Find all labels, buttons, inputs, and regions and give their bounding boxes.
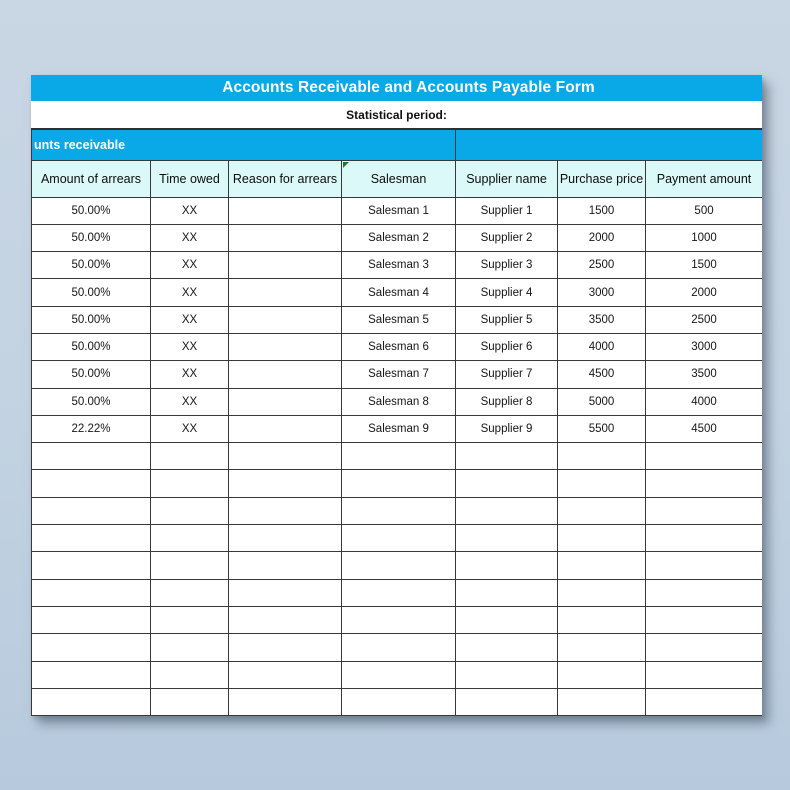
cell-time[interactable]: XX	[151, 333, 229, 360]
empty-cell-amount[interactable]	[32, 661, 151, 688]
cell-reason[interactable]	[229, 333, 342, 360]
cell-purchase[interactable]: 2500	[558, 252, 646, 279]
cell-payment[interactable]: 3000	[646, 333, 762, 360]
empty-table-row	[32, 552, 763, 579]
empty-cell-amount[interactable]	[32, 470, 151, 497]
empty-cell-supplier[interactable]	[456, 634, 558, 661]
cell-supplier[interactable]: Supplier 8	[456, 388, 558, 415]
cell-salesman[interactable]: Salesman 7	[342, 361, 456, 388]
cell-payment[interactable]: 1000	[646, 224, 762, 251]
empty-cell-reason[interactable]	[229, 443, 342, 470]
cell-purchase[interactable]: 4000	[558, 333, 646, 360]
cell-purchase[interactable]: 5000	[558, 388, 646, 415]
statistical-period-label: Statistical period:	[346, 107, 447, 122]
empty-cell-supplier[interactable]	[456, 525, 558, 552]
empty-table-row	[32, 579, 763, 606]
empty-cell-amount[interactable]	[32, 443, 151, 470]
cell-time[interactable]: XX	[151, 388, 229, 415]
cell-salesman[interactable]: Salesman 1	[342, 197, 456, 224]
empty-cell-amount[interactable]	[32, 579, 151, 606]
empty-cell-purchase[interactable]	[558, 470, 646, 497]
table-row	[32, 279, 763, 306]
empty-cell-reason[interactable]	[229, 497, 342, 524]
cell-supplier[interactable]: Supplier 9	[456, 415, 558, 442]
cell-amount[interactable]: 50.00%	[32, 197, 151, 224]
empty-cell-purchase[interactable]	[558, 661, 646, 688]
cell-reason[interactable]	[229, 388, 342, 415]
cell-reason[interactable]	[229, 415, 342, 442]
table-row	[32, 224, 763, 251]
empty-cell-payment[interactable]	[646, 579, 762, 606]
empty-cell-salesman[interactable]	[342, 661, 456, 688]
cell-supplier[interactable]: Supplier 6	[456, 333, 558, 360]
cell-time[interactable]: XX	[151, 415, 229, 442]
empty-cell-amount[interactable]	[32, 552, 151, 579]
cell-salesman[interactable]: Salesman 6	[342, 333, 456, 360]
empty-cell-salesman[interactable]	[342, 579, 456, 606]
cell-supplier[interactable]: Supplier 3	[456, 252, 558, 279]
cell-time[interactable]: XX	[151, 306, 229, 333]
statistical-period-row[interactable]	[31, 101, 762, 130]
cell-payment[interactable]: 2000	[646, 279, 762, 306]
table-row	[32, 415, 763, 442]
cell-reason[interactable]	[229, 279, 342, 306]
empty-cell-payment[interactable]	[646, 661, 762, 688]
cell-time[interactable]: XX	[151, 361, 229, 388]
empty-table-row	[32, 606, 763, 633]
cell-reason[interactable]	[229, 252, 342, 279]
empty-cell-supplier[interactable]	[456, 661, 558, 688]
cell-purchase[interactable]: 1500	[558, 197, 646, 224]
empty-cell-time[interactable]	[151, 552, 229, 579]
table-row	[32, 306, 763, 333]
empty-cell-salesman[interactable]	[342, 688, 456, 715]
cell-payment[interactable]: 3500	[646, 361, 762, 388]
form-title-bar	[31, 75, 762, 101]
cell-purchase[interactable]: 3500	[558, 306, 646, 333]
empty-cell-reason[interactable]	[229, 470, 342, 497]
table-row	[32, 388, 763, 415]
empty-cell-supplier[interactable]	[456, 579, 558, 606]
empty-cell-time[interactable]	[151, 443, 229, 470]
empty-cell-salesman[interactable]	[342, 606, 456, 633]
empty-cell-time[interactable]	[151, 606, 229, 633]
empty-table-row	[32, 634, 763, 661]
cell-time[interactable]: XX	[151, 252, 229, 279]
cell-payment[interactable]: 1500	[646, 252, 762, 279]
empty-cell-purchase[interactable]	[558, 552, 646, 579]
cell-time[interactable]: XX	[151, 279, 229, 306]
empty-cell-time[interactable]	[151, 579, 229, 606]
column-header-amount: Amount of arrears	[32, 160, 151, 197]
cell-payment[interactable]: 500	[646, 197, 762, 224]
empty-cell-reason[interactable]	[229, 552, 342, 579]
cell-error-flag-icon	[343, 162, 349, 168]
form-title: Accounts Receivable and Accounts Payable Form	[222, 79, 595, 96]
empty-cell-reason[interactable]	[229, 634, 342, 661]
empty-table-row	[32, 661, 763, 688]
cell-supplier[interactable]: Supplier 7	[456, 361, 558, 388]
cell-payment[interactable]: 2500	[646, 306, 762, 333]
section-accounts-receivable: unts receivable	[32, 130, 456, 160]
empty-cell-payment[interactable]	[646, 470, 762, 497]
cell-time[interactable]: XX	[151, 197, 229, 224]
empty-cell-purchase[interactable]	[558, 688, 646, 715]
empty-cell-salesman[interactable]	[342, 525, 456, 552]
table-row	[32, 197, 763, 224]
cell-purchase[interactable]: 4500	[558, 361, 646, 388]
table-row	[32, 252, 763, 279]
empty-cell-salesman[interactable]	[342, 634, 456, 661]
empty-cell-payment[interactable]	[646, 552, 762, 579]
empty-cell-reason[interactable]	[229, 525, 342, 552]
empty-table-row	[32, 525, 763, 552]
cell-reason[interactable]	[229, 361, 342, 388]
column-header-supplier: Supplier name	[456, 160, 558, 197]
cell-amount[interactable]: 50.00%	[32, 252, 151, 279]
cell-salesman[interactable]: Salesman 5	[342, 306, 456, 333]
empty-cell-supplier[interactable]	[456, 470, 558, 497]
cell-salesman[interactable]: Salesman 8	[342, 388, 456, 415]
empty-cell-amount[interactable]	[32, 688, 151, 715]
empty-table-row	[32, 443, 763, 470]
cell-amount[interactable]: 50.00%	[32, 333, 151, 360]
column-header-time: Time owed	[151, 160, 229, 197]
empty-cell-amount[interactable]	[32, 497, 151, 524]
empty-cell-salesman[interactable]	[342, 443, 456, 470]
column-header-row	[32, 160, 763, 197]
cell-amount[interactable]: 50.00%	[32, 224, 151, 251]
empty-cell-supplier[interactable]	[456, 552, 558, 579]
cell-salesman[interactable]: Salesman 3	[342, 252, 456, 279]
empty-cell-time[interactable]	[151, 497, 229, 524]
column-header-payment: Payment amount	[646, 160, 762, 197]
cell-amount[interactable]: 50.00%	[32, 361, 151, 388]
cell-reason[interactable]	[229, 224, 342, 251]
empty-cell-payment[interactable]	[646, 634, 762, 661]
empty-cell-purchase[interactable]	[558, 634, 646, 661]
cell-salesman[interactable]: Salesman 2	[342, 224, 456, 251]
empty-cell-time[interactable]	[151, 470, 229, 497]
cell-supplier[interactable]: Supplier 5	[456, 306, 558, 333]
empty-cell-purchase[interactable]	[558, 606, 646, 633]
empty-cell-time[interactable]	[151, 634, 229, 661]
table-row	[32, 361, 763, 388]
empty-cell-amount[interactable]	[32, 525, 151, 552]
empty-cell-purchase[interactable]	[558, 525, 646, 552]
empty-cell-salesman[interactable]	[342, 552, 456, 579]
empty-table-row	[32, 497, 763, 524]
cell-time[interactable]: XX	[151, 224, 229, 251]
spreadsheet-form	[31, 75, 762, 716]
empty-cell-supplier[interactable]	[456, 606, 558, 633]
cell-supplier[interactable]: Supplier 4	[456, 279, 558, 306]
cell-amount[interactable]: 50.00%	[32, 306, 151, 333]
column-header-purchase: Purchase price	[558, 160, 646, 197]
empty-cell-reason[interactable]	[229, 579, 342, 606]
section-accounts-payable	[456, 130, 762, 160]
empty-table-row	[32, 688, 763, 715]
cell-amount[interactable]: 50.00%	[32, 279, 151, 306]
cell-reason[interactable]	[229, 197, 342, 224]
empty-cell-purchase[interactable]	[558, 579, 646, 606]
empty-cell-salesman[interactable]	[342, 470, 456, 497]
cell-amount[interactable]: 22.22%	[32, 415, 151, 442]
cell-purchase[interactable]: 5500	[558, 415, 646, 442]
empty-cell-time[interactable]	[151, 661, 229, 688]
empty-cell-supplier[interactable]	[456, 443, 558, 470]
cell-salesman[interactable]: Salesman 4	[342, 279, 456, 306]
empty-table-row	[32, 470, 763, 497]
cell-supplier[interactable]: Supplier 1	[456, 197, 558, 224]
cell-purchase[interactable]: 3000	[558, 279, 646, 306]
empty-cell-time[interactable]	[151, 688, 229, 715]
empty-cell-payment[interactable]	[646, 606, 762, 633]
cell-payment[interactable]: 4000	[646, 388, 762, 415]
empty-cell-amount[interactable]	[32, 634, 151, 661]
cell-salesman[interactable]: Salesman 9	[342, 415, 456, 442]
empty-cell-reason[interactable]	[229, 688, 342, 715]
section-band-row	[32, 130, 763, 160]
empty-cell-payment[interactable]	[646, 688, 762, 715]
empty-cell-purchase[interactable]	[558, 443, 646, 470]
empty-cell-reason[interactable]	[229, 661, 342, 688]
empty-cell-payment[interactable]	[646, 497, 762, 524]
column-header-reason: Reason for arrears	[229, 160, 342, 197]
empty-cell-time[interactable]	[151, 525, 229, 552]
cell-amount[interactable]: 50.00%	[32, 388, 151, 415]
empty-cell-amount[interactable]	[32, 606, 151, 633]
cell-payment[interactable]: 4500	[646, 415, 762, 442]
accounts-table	[31, 130, 762, 716]
cell-supplier[interactable]: Supplier 2	[456, 224, 558, 251]
cell-reason[interactable]	[229, 306, 342, 333]
empty-cell-payment[interactable]	[646, 443, 762, 470]
empty-cell-reason[interactable]	[229, 606, 342, 633]
column-header-salesman: Salesman	[342, 160, 456, 197]
empty-cell-salesman[interactable]	[342, 497, 456, 524]
empty-cell-supplier[interactable]	[456, 688, 558, 715]
empty-cell-supplier[interactable]	[456, 497, 558, 524]
empty-cell-payment[interactable]	[646, 525, 762, 552]
cell-purchase[interactable]: 2000	[558, 224, 646, 251]
table-row	[32, 333, 763, 360]
empty-cell-purchase[interactable]	[558, 497, 646, 524]
